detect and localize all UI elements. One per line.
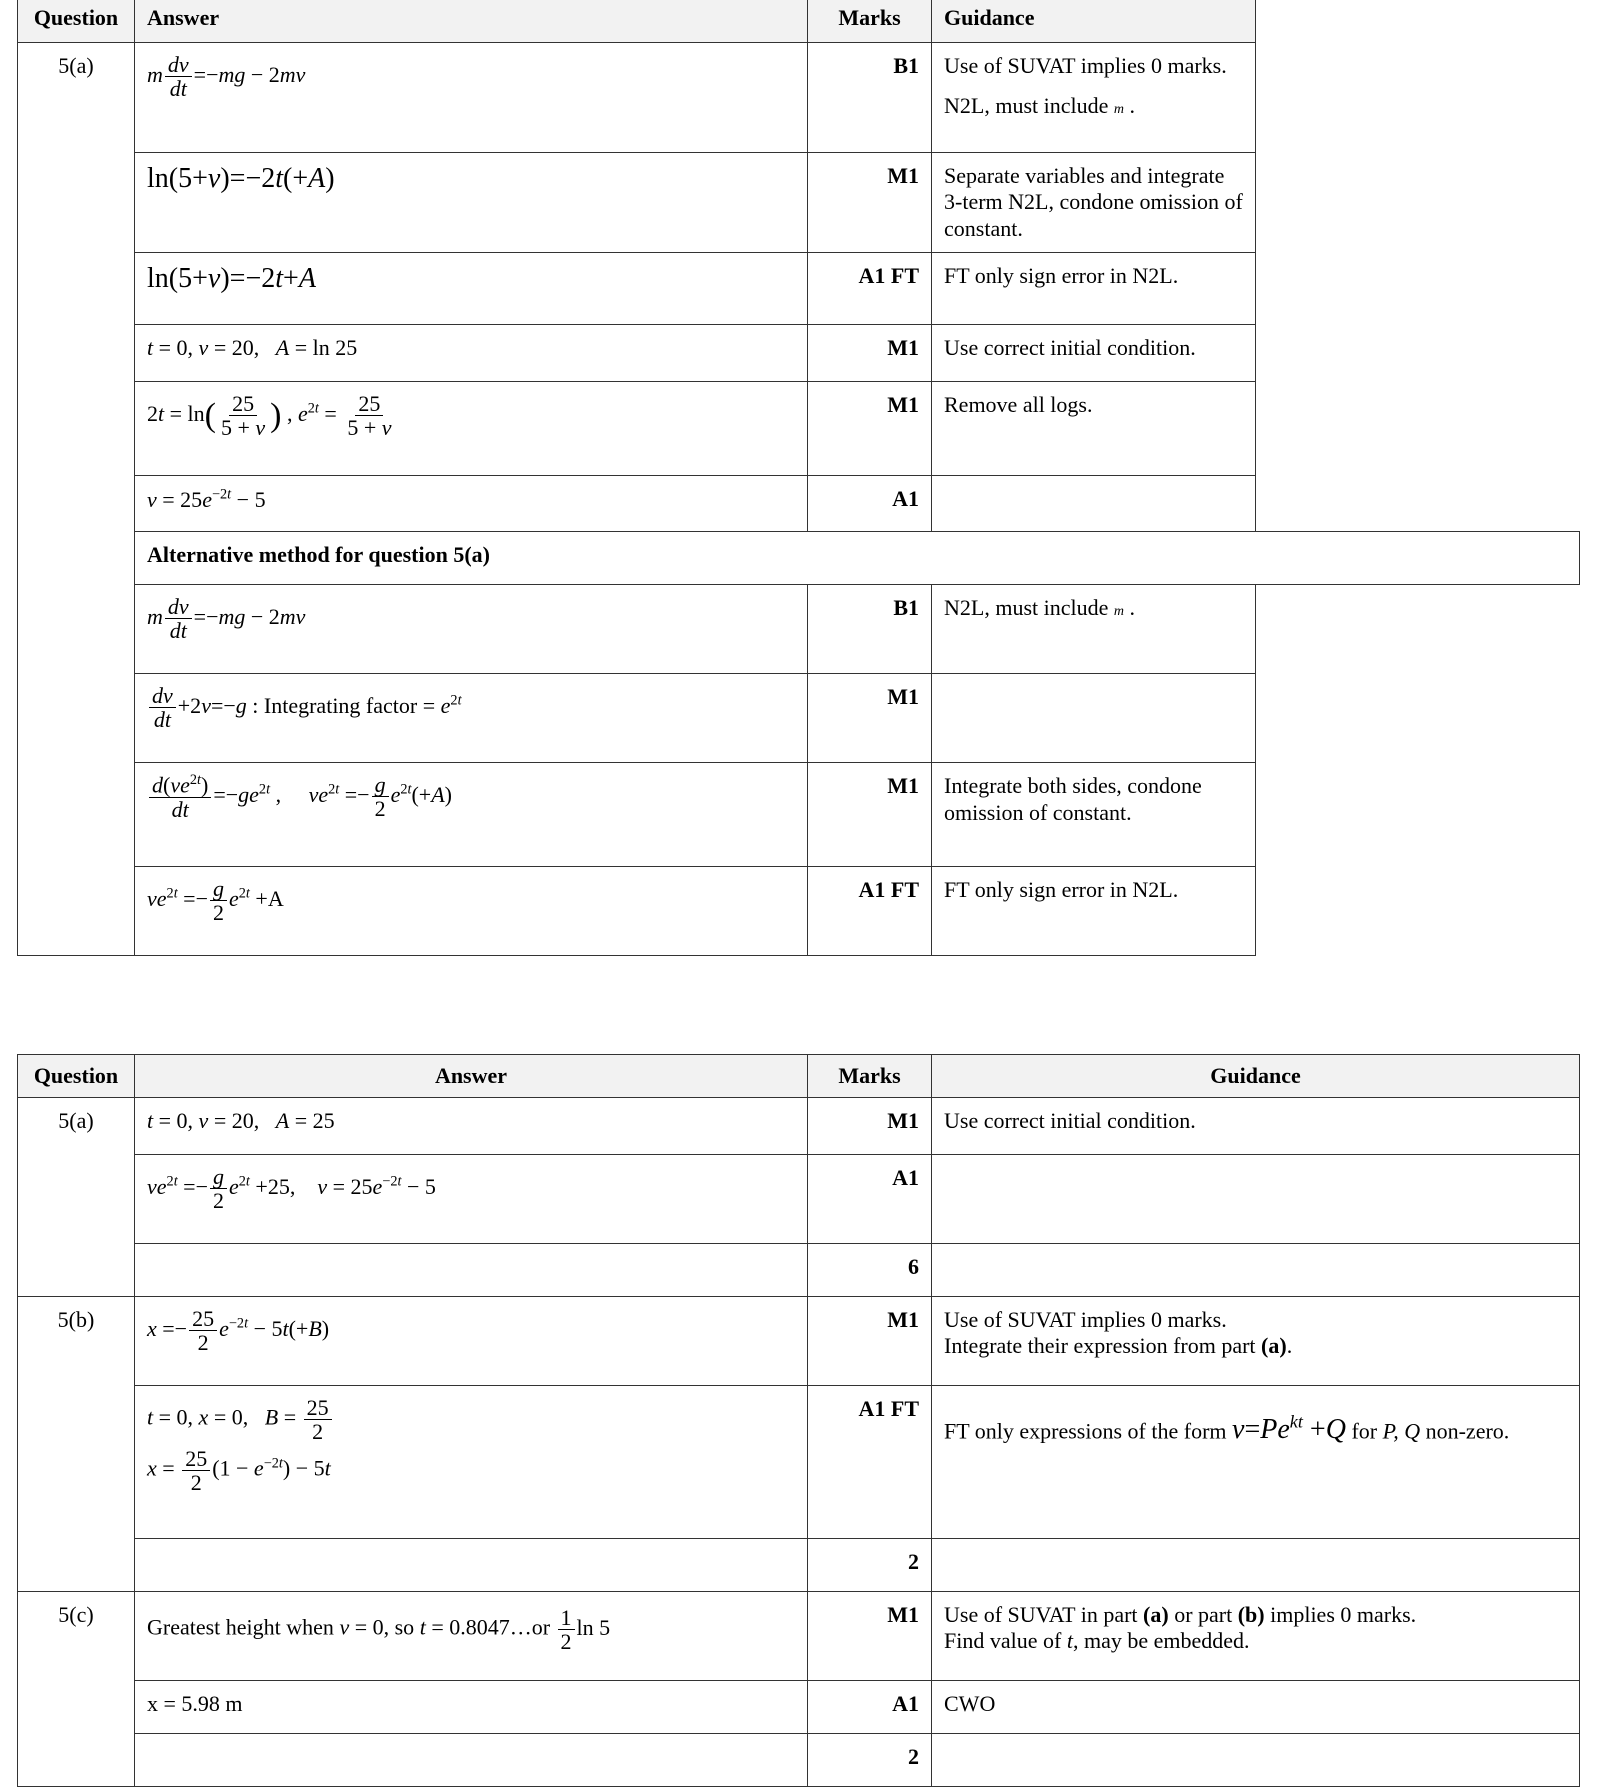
guidance-text: Use of SUVAT implies 0 marks. [944, 53, 1227, 78]
guidance-cell: CWO [932, 1681, 1580, 1734]
guidance-text-mid: or part [1174, 1602, 1233, 1627]
total-row [18, 1539, 1580, 1592]
answer-text-mid: , so [383, 1614, 415, 1640]
marks-cell: M1 [808, 1098, 932, 1155]
math-integrate-both-sides: $\frac{d(ve^{2t})}{dt}$ $=-ge^{2t}$ , $ve^{2t}$ =− $\frac{g}{2}$ $e^{2t}(+A)$ [147, 782, 452, 807]
guidance-text-2-pre: N2L, must include [944, 93, 1109, 119]
table-row [18, 1098, 1580, 1155]
question-cell: 5(a) [18, 1098, 135, 1297]
guidance-text-2-post: . [1286, 1333, 1293, 1359]
answer-cell [135, 325, 808, 382]
header-marks: Marks [808, 1055, 932, 1098]
table-row [18, 1592, 1580, 1681]
guidance-cell [932, 674, 1256, 763]
guidance-cell: Use correct initial condition. [932, 1098, 1580, 1155]
table-row [18, 325, 1580, 382]
guidance-text-pre: Use of SUVAT in part [944, 1602, 1138, 1627]
guidance-text-2 [944, 1628, 1567, 1654]
question-cell: 5(c) [18, 1592, 135, 1787]
marks-cell: M1 [808, 674, 932, 763]
table-row [18, 1155, 1580, 1244]
table-row [18, 1386, 1580, 1539]
guidance-cell [932, 1734, 1580, 1787]
guidance-cell: FT only sign error in N2L. [932, 867, 1256, 956]
math-n2l: m $\frac{dv}{dt}$ =−mg − 2mv [147, 52, 306, 102]
header-question: Question [18, 0, 135, 43]
guidance-text-pre: N2L, must include [944, 595, 1109, 621]
guidance-text-2 [944, 93, 1243, 119]
guidance-cell [932, 1539, 1580, 1592]
guidance-cell: Integrate both sides, condone omission of constant. [932, 763, 1256, 867]
marks-cell: B1 [808, 43, 932, 153]
marks-cell: A1 FT [808, 253, 932, 325]
mark-scheme-table-1 [17, 0, 1580, 956]
marks-cell: M1 [808, 763, 932, 867]
guidance-text-end: non-zero. [1425, 1418, 1510, 1444]
alt-method-title: Alternative method for question 5(a) [135, 532, 1256, 585]
guidance-var: t [1066, 1628, 1073, 1654]
math-alt-result: $ve^{2t}$ =− $\frac{g}{2}$ $e^{2t} +A$ [147, 876, 284, 926]
math-integrating-factor: $\frac{dv}{dt}$ +2v=−g : Integrating factor = $e^{2t}$ [147, 693, 462, 718]
header-row [18, 0, 1580, 43]
answer-cell [135, 585, 808, 674]
question-cell: 5(a) [18, 43, 135, 956]
guidance-vars: P, Q [1382, 1418, 1421, 1444]
answer-cell: x = 5.98 m [135, 1681, 808, 1734]
math-x-integral: x =− $\frac{25}{2}$ $e^{-2t} - 5t(+B)$ [147, 1306, 330, 1356]
guidance-text-2-pre: Find value of [944, 1628, 1062, 1654]
answer-cell [135, 1098, 808, 1155]
table-row [18, 1297, 1580, 1386]
marks-cell: M1 [808, 1297, 932, 1386]
math-v-result: $v = 25e^{-2t} - 5$ [147, 486, 266, 512]
guidance-cell: Use correct initial condition. [932, 325, 1256, 382]
guidance-cell [932, 1244, 1580, 1297]
table-row [18, 476, 1580, 532]
marks-cell: A1 [808, 476, 932, 532]
table-row [18, 763, 1580, 867]
math-b-condition: t = 0, x = 0, B = $\frac{25}{2}$ [147, 1396, 795, 1443]
guidance-text-2-post: , may be embedded. [1072, 1628, 1250, 1654]
math-remove-logs: 2t = ln( $\frac{25}{5 + v}$ ) , $e^{2t}$ = $\frac{25}{5 + v}$ [147, 391, 392, 441]
guidance-cell [932, 1297, 1580, 1386]
mark-scheme-table-2 [17, 1054, 1580, 1787]
guidance-part-ref: (a) [1261, 1333, 1287, 1359]
alt-method-row [18, 532, 1580, 585]
marks-cell: A1 [808, 1681, 932, 1734]
marks-cell: A1 FT [808, 1386, 932, 1539]
guidance-text-pre: FT only expressions of the form [944, 1418, 1227, 1444]
guidance-text-2 [944, 1333, 1567, 1359]
question-cell: 5(b) [18, 1297, 135, 1592]
guidance-cell: FT only sign error in N2L. [932, 253, 1256, 325]
integrating-factor-label: Integrating factor = [263, 692, 436, 718]
answer-cell [135, 674, 808, 763]
marks-cell: M1 [808, 325, 932, 382]
answer-cell [135, 476, 808, 532]
guidance-text [944, 1602, 1567, 1628]
answer-value: = 0.8047…or [431, 1614, 551, 1640]
table-row [18, 585, 1580, 674]
answer-cell [135, 382, 808, 476]
marks-cell: M1 [808, 382, 932, 476]
table-row [18, 1681, 1580, 1734]
answer-text-pre: Greatest height when [147, 1614, 334, 1640]
header-marks: Marks [808, 0, 932, 43]
table-row [18, 43, 1580, 153]
guidance-text: Use of SUVAT implies 0 marks. [944, 1307, 1227, 1332]
answer-cell [135, 1539, 808, 1592]
marks-cell: A1 FT [808, 867, 932, 956]
table-row [18, 867, 1580, 956]
guidance-cell [932, 1592, 1580, 1681]
answer-cell [135, 1297, 808, 1386]
header-row [18, 1055, 1580, 1098]
math-initial-condition: t = 0, v = 20, A = ln 25 [147, 335, 358, 361]
guidance-cell [932, 585, 1256, 674]
math-initial-condition-alt: t = 0, v = 20, A = 25 [147, 1108, 335, 1133]
marks-cell: B1 [808, 585, 932, 674]
guidance-cell [932, 476, 1256, 532]
math-alt-n2l: m $\frac{dv}{dt}$ =−mg − 2mv [147, 594, 306, 644]
guidance-text-post: implies 0 marks. [1270, 1602, 1417, 1627]
marks-cell: M1 [808, 153, 932, 253]
header-answer: Answer [135, 0, 808, 43]
guidance-cell: Remove all logs. [932, 382, 1256, 476]
math-log: ln(5+v)=−2t(+A) [147, 163, 335, 194]
table-row [18, 153, 1580, 253]
answer-cell [135, 153, 808, 253]
guidance-cell [932, 1155, 1580, 1244]
answer-cell [135, 1386, 808, 1539]
guidance-part-b: (b) [1237, 1602, 1265, 1627]
total-row [18, 1734, 1580, 1787]
guidance-part-a: (a) [1143, 1602, 1169, 1627]
table-row [18, 253, 1580, 325]
answer-cell [135, 1244, 808, 1297]
guidance-cell: Separate variables and integrate 3-term N2L, condone omission of constant. [932, 153, 1256, 253]
total-row [18, 1244, 1580, 1297]
answer-cell [135, 763, 808, 867]
answer-cell: Greatest height when v = 0, so t = 0.8047…or $\frac{1}{2}$ ln 5 [135, 1592, 808, 1681]
math-form: $v=Pe^{kt} +Q$ [1232, 1412, 1346, 1446]
marks-total: 2 [808, 1539, 932, 1592]
answer-cell [135, 43, 808, 153]
table-row [18, 382, 1580, 476]
guidance-symbol: m [1113, 604, 1124, 620]
header-question: Question [18, 1055, 135, 1098]
guidance-text-post: . [1129, 595, 1135, 621]
header-guidance: Guidance [932, 0, 1256, 43]
header-answer: Answer [135, 1055, 808, 1098]
answer-cell [135, 1155, 808, 1244]
guidance-text-2-pre: Integrate their expression from part [944, 1333, 1256, 1359]
table-row [18, 674, 1580, 763]
math-log-2: ln(5+v)=−2t+A [147, 263, 316, 295]
marks-cell: A1 [808, 1155, 932, 1244]
guidance-text-2-post: . [1129, 93, 1135, 119]
math-alt-final: $ve^{2t}$ =− $\frac{g}{2}$ $e^{2t} +25$, $v = 25e^{-2t} - 5$ [147, 1164, 436, 1214]
marks-cell: M1 [808, 1592, 932, 1681]
header-guidance: Guidance [932, 1055, 1580, 1098]
marks-total: 6 [808, 1244, 932, 1297]
alt-method-spacer [1256, 532, 1580, 585]
guidance-text-mid: for [1351, 1418, 1378, 1444]
answer-cell [135, 253, 808, 325]
math-x-result: x = $\frac{25}{2}$ $(1 - e^{-2t}) - 5t$ [147, 1446, 331, 1496]
guidance-symbol: m [1113, 102, 1124, 118]
answer-cell [135, 867, 808, 956]
marks-total: 2 [808, 1734, 932, 1787]
guidance-cell [932, 43, 1256, 153]
math-ln5: $\frac{1}{2}$ ln 5 [556, 1615, 611, 1640]
answer-cell [135, 1734, 808, 1787]
guidance-cell [932, 1386, 1580, 1539]
